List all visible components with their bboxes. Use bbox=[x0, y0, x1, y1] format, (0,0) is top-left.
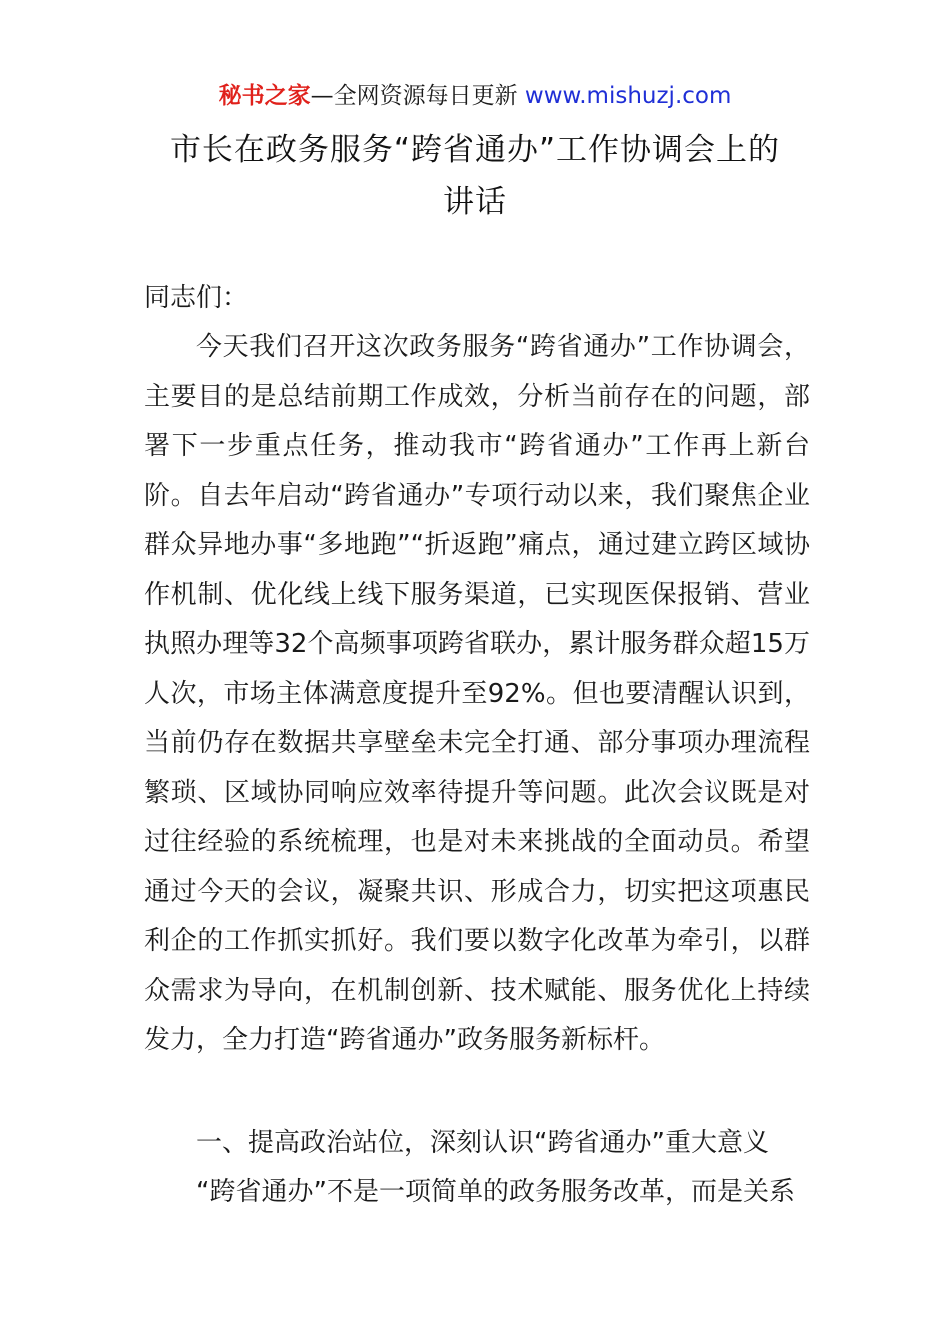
body-paragraph-container bbox=[144, 323, 810, 1066]
body-paragraph-2: “跨省通办”不是一项简单的政务服务改革，而是关系 bbox=[196, 1177, 795, 1207]
body-paragraph-1: 今天我们召开这次政务服务“跨省通办”工作协调会，主要目的是总结前期工作成效，分析当前存在的问题，部署下一步重点任务，推动我市“跨省通办”工作再上新台阶。自去年启动“跨省通办”专项行动以来，我们聚焦企业群众异地办事“多地跑”“折返跑”痛点，通过建立跨区域协作机制、优化线上线下服务渠道，已实现医保报销、营业执照办理等32个高频事项跨省联办，累计服务群众超15万人次，市场主体满意度提升至92%。但也要清醒认识到，当前仍存在数据共享壁垒未完全打通、部分事项办理流程繁琐、区域协同响应效率待提升等问题。此次会议既是对过往经验的系统梳理，也是对未来挑战的全面动员。希望通过今天的会议，凝聚共识、形成合力，切实把这项惠民利企的工作抓实抓好。我们要以数字化改革为牵引，以群众需求为导向，在机制创新、技术赋能、服务优化上持续发力，全力打造“跨省通办”政务服务新标杆。 bbox=[144, 332, 810, 1055]
section-heading-1: 一、提高政治站位，深刻认识“跨省通办”重大意义 bbox=[196, 1128, 769, 1158]
site-header bbox=[0, 80, 950, 112]
site-url-link[interactable]: www.mishuzj.com bbox=[524, 83, 732, 109]
brand-name: 秘书之家 bbox=[218, 83, 311, 109]
document-title bbox=[100, 124, 850, 228]
title-line-2: 讲话 bbox=[443, 184, 507, 220]
title-line-1: 市长在政务服务“跨省通办”工作协调会上的 bbox=[169, 132, 781, 168]
salutation: 同志们： bbox=[144, 283, 249, 313]
site-tagline: —全网资源每日更新 bbox=[310, 83, 525, 109]
